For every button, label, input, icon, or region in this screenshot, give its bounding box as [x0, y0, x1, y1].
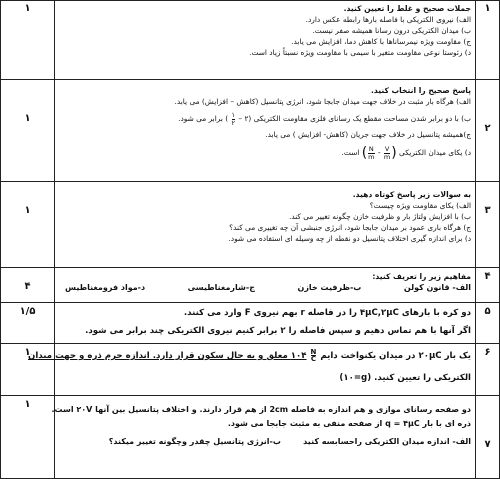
problem-line-1-end: ١٠۴ معلق و به حال سکون قرار دارد. اندازه جرم ذره و جهت میدان: [28, 351, 307, 361]
unit-choices: $\frac{N}{m}$ - $\frac{V}{m}$: [368, 145, 391, 161]
question-body: [59, 189, 471, 265]
question-body: [59, 3, 471, 77]
problem-line-1: [28, 347, 471, 365]
question-body: [59, 271, 471, 300]
question-5: [1, 302, 499, 344]
statement-d: [59, 142, 471, 164]
problem-line-2: اگر آنها با هم تماس دهیم و سپس فاصله را ۲ برابر کنیم نیروی الکتریکی چند برابر می شود.: [85, 326, 471, 336]
statement-b: ب) با افزایش ولتاژ بار و ظرفیت خازن چگونه تغییر می کند.: [288, 212, 471, 221]
question-heading: پاسخ صحیح را انتخاب کنید.: [371, 86, 471, 95]
fraction-numerator: N: [310, 347, 317, 356]
statement-c: ج) هرگاه باری عمود بر میدان جابجا شود، انرژی جنبشی آن چه تغییری می کند؟: [229, 223, 471, 232]
concept-magnetic-flux: ج-شارمغناطیسی: [187, 283, 255, 292]
fraction-denominator: m: [368, 152, 375, 161]
question-score: ١: [1, 395, 55, 478]
fraction-denominator: m: [383, 152, 391, 161]
question-score: ١: [1, 181, 55, 267]
question-number: ۶: [475, 343, 499, 395]
statement-d-start: د) یکای میدان الکتریکی: [399, 148, 471, 157]
problem-line-1-start: یک بار ٢٠μC در میدان یکنواخت دایم: [320, 351, 471, 361]
problem-line-1: دو صفحه رسانای موازی و هم اندازه به فاصله 2cm از هم قرار دارند. و اختلاف پتانسیل بین آنها ٢٠V است.: [51, 405, 471, 414]
problem-line-1: دو کره با بارهای ۴μC,۲μC را در فاصله r بهم نیروی F وارد می کنند.: [183, 308, 471, 318]
fraction-n-over-m: [368, 146, 374, 160]
statement-b-end: ) برابر می شود.: [178, 114, 229, 123]
statement-c: ج)همیشه پتانسیل در خلاف جهت جریان (کاهش- افزایش ) می یابد.: [265, 130, 471, 139]
question-heading: مفاهیم زیر را تعریف کنید:: [372, 272, 471, 281]
statement-b: [59, 111, 471, 127]
question-body: [59, 85, 471, 179]
question-4: [1, 267, 499, 303]
problem-line-3: الف- اندازه میدان الکتریکی راحسابسه کنید ب-انرژی پتانسیل چقدر وچگونه تغییر میکند؟: [108, 437, 471, 446]
question-body: [28, 347, 471, 393]
question-body: [59, 306, 471, 341]
question-heading: جملات صحیح و غلط را تعیین کنید.: [343, 4, 471, 13]
fraction-numerator: V: [384, 145, 390, 153]
question-number: ۵: [475, 302, 499, 343]
question-number: ۴: [475, 267, 499, 302]
paren-close: ): [361, 145, 368, 161]
question-score: ١: [1, 1, 55, 79]
statement-a: الف) یکای مقاومت ویژه چیست؟: [369, 201, 471, 210]
statement-d-end: است.: [341, 148, 360, 157]
question-score: ١: [1, 343, 55, 395]
question-number: ١: [475, 1, 499, 79]
statement-a: الف) نیروی الکتریکی با فاصله بارها رابطه عکس دارد.: [305, 15, 471, 24]
fraction-numerator: ١: [231, 111, 236, 119]
question-number: ٣: [475, 181, 499, 267]
question-1: [1, 1, 499, 80]
statement-d: د) برای اندازه گیری اختلاف پتانسیل دو نقطه از چه وسیله ای استفاده می شود.: [228, 234, 471, 243]
question-score: ۴: [1, 267, 55, 302]
question-score: ١: [1, 79, 55, 181]
statement-b-start: ب) با دو برابر شدن مساحت مقطع یک رسانای فلزی مقاومت الکتریکی (٢ –: [238, 114, 471, 123]
question-6: [1, 343, 499, 396]
fraction-half: [232, 112, 236, 126]
problem-line-2: الکتریکی را تعیین کنید. (g=١٠): [339, 373, 471, 383]
question-body: [51, 403, 471, 476]
question-7: [1, 395, 499, 478]
fraction-denominator: ٢: [231, 118, 236, 127]
fraction-numerator: N: [368, 145, 374, 153]
concept-ferromagnetic: د-مواد فرومغناطیس: [65, 283, 146, 292]
question-3: [1, 181, 499, 268]
fraction-denominator: C: [310, 355, 317, 363]
question-number: ٢: [475, 79, 499, 181]
question-heading: به سوالات زیر پاسخ کوتاه دهید.: [352, 190, 471, 199]
problem-line-2: ذره ای با بار q = ۴μC از صفحه منفی به مثبت جابجا می شود.: [227, 419, 471, 428]
statement-d: د) رئوستا نوعی مقاومت متغیر با سیمی با مقاومت ویژه نسبتاً زیاد است.: [249, 48, 471, 57]
concept-coulomb-law: الف- قانون کولن: [403, 283, 471, 292]
concept-capacitance: ب-ظرفیت خازن: [297, 283, 362, 292]
statement-b: ب) میدان الکتریکی درون رسانا همیشه صفر نیست.: [312, 26, 471, 35]
question-number: ٧: [475, 395, 499, 478]
concept-list: [59, 282, 471, 293]
question-score: ١/۵: [1, 302, 55, 343]
statement-a: الف) هرگاه بار مثبت در خلاف جهت میدان جابجا شود، انرژی پتانسیل (کاهش – افزایش) می یابد.: [174, 97, 471, 106]
paren-open: (: [391, 145, 397, 161]
fraction-v-over-m: [384, 146, 390, 160]
question-2: [1, 79, 499, 182]
fraction-n-over-c: [311, 349, 317, 363]
statement-c: ج) مقاومت ویژه نیمرساناها با کاهش دما، افزایش می یابد.: [291, 37, 471, 46]
